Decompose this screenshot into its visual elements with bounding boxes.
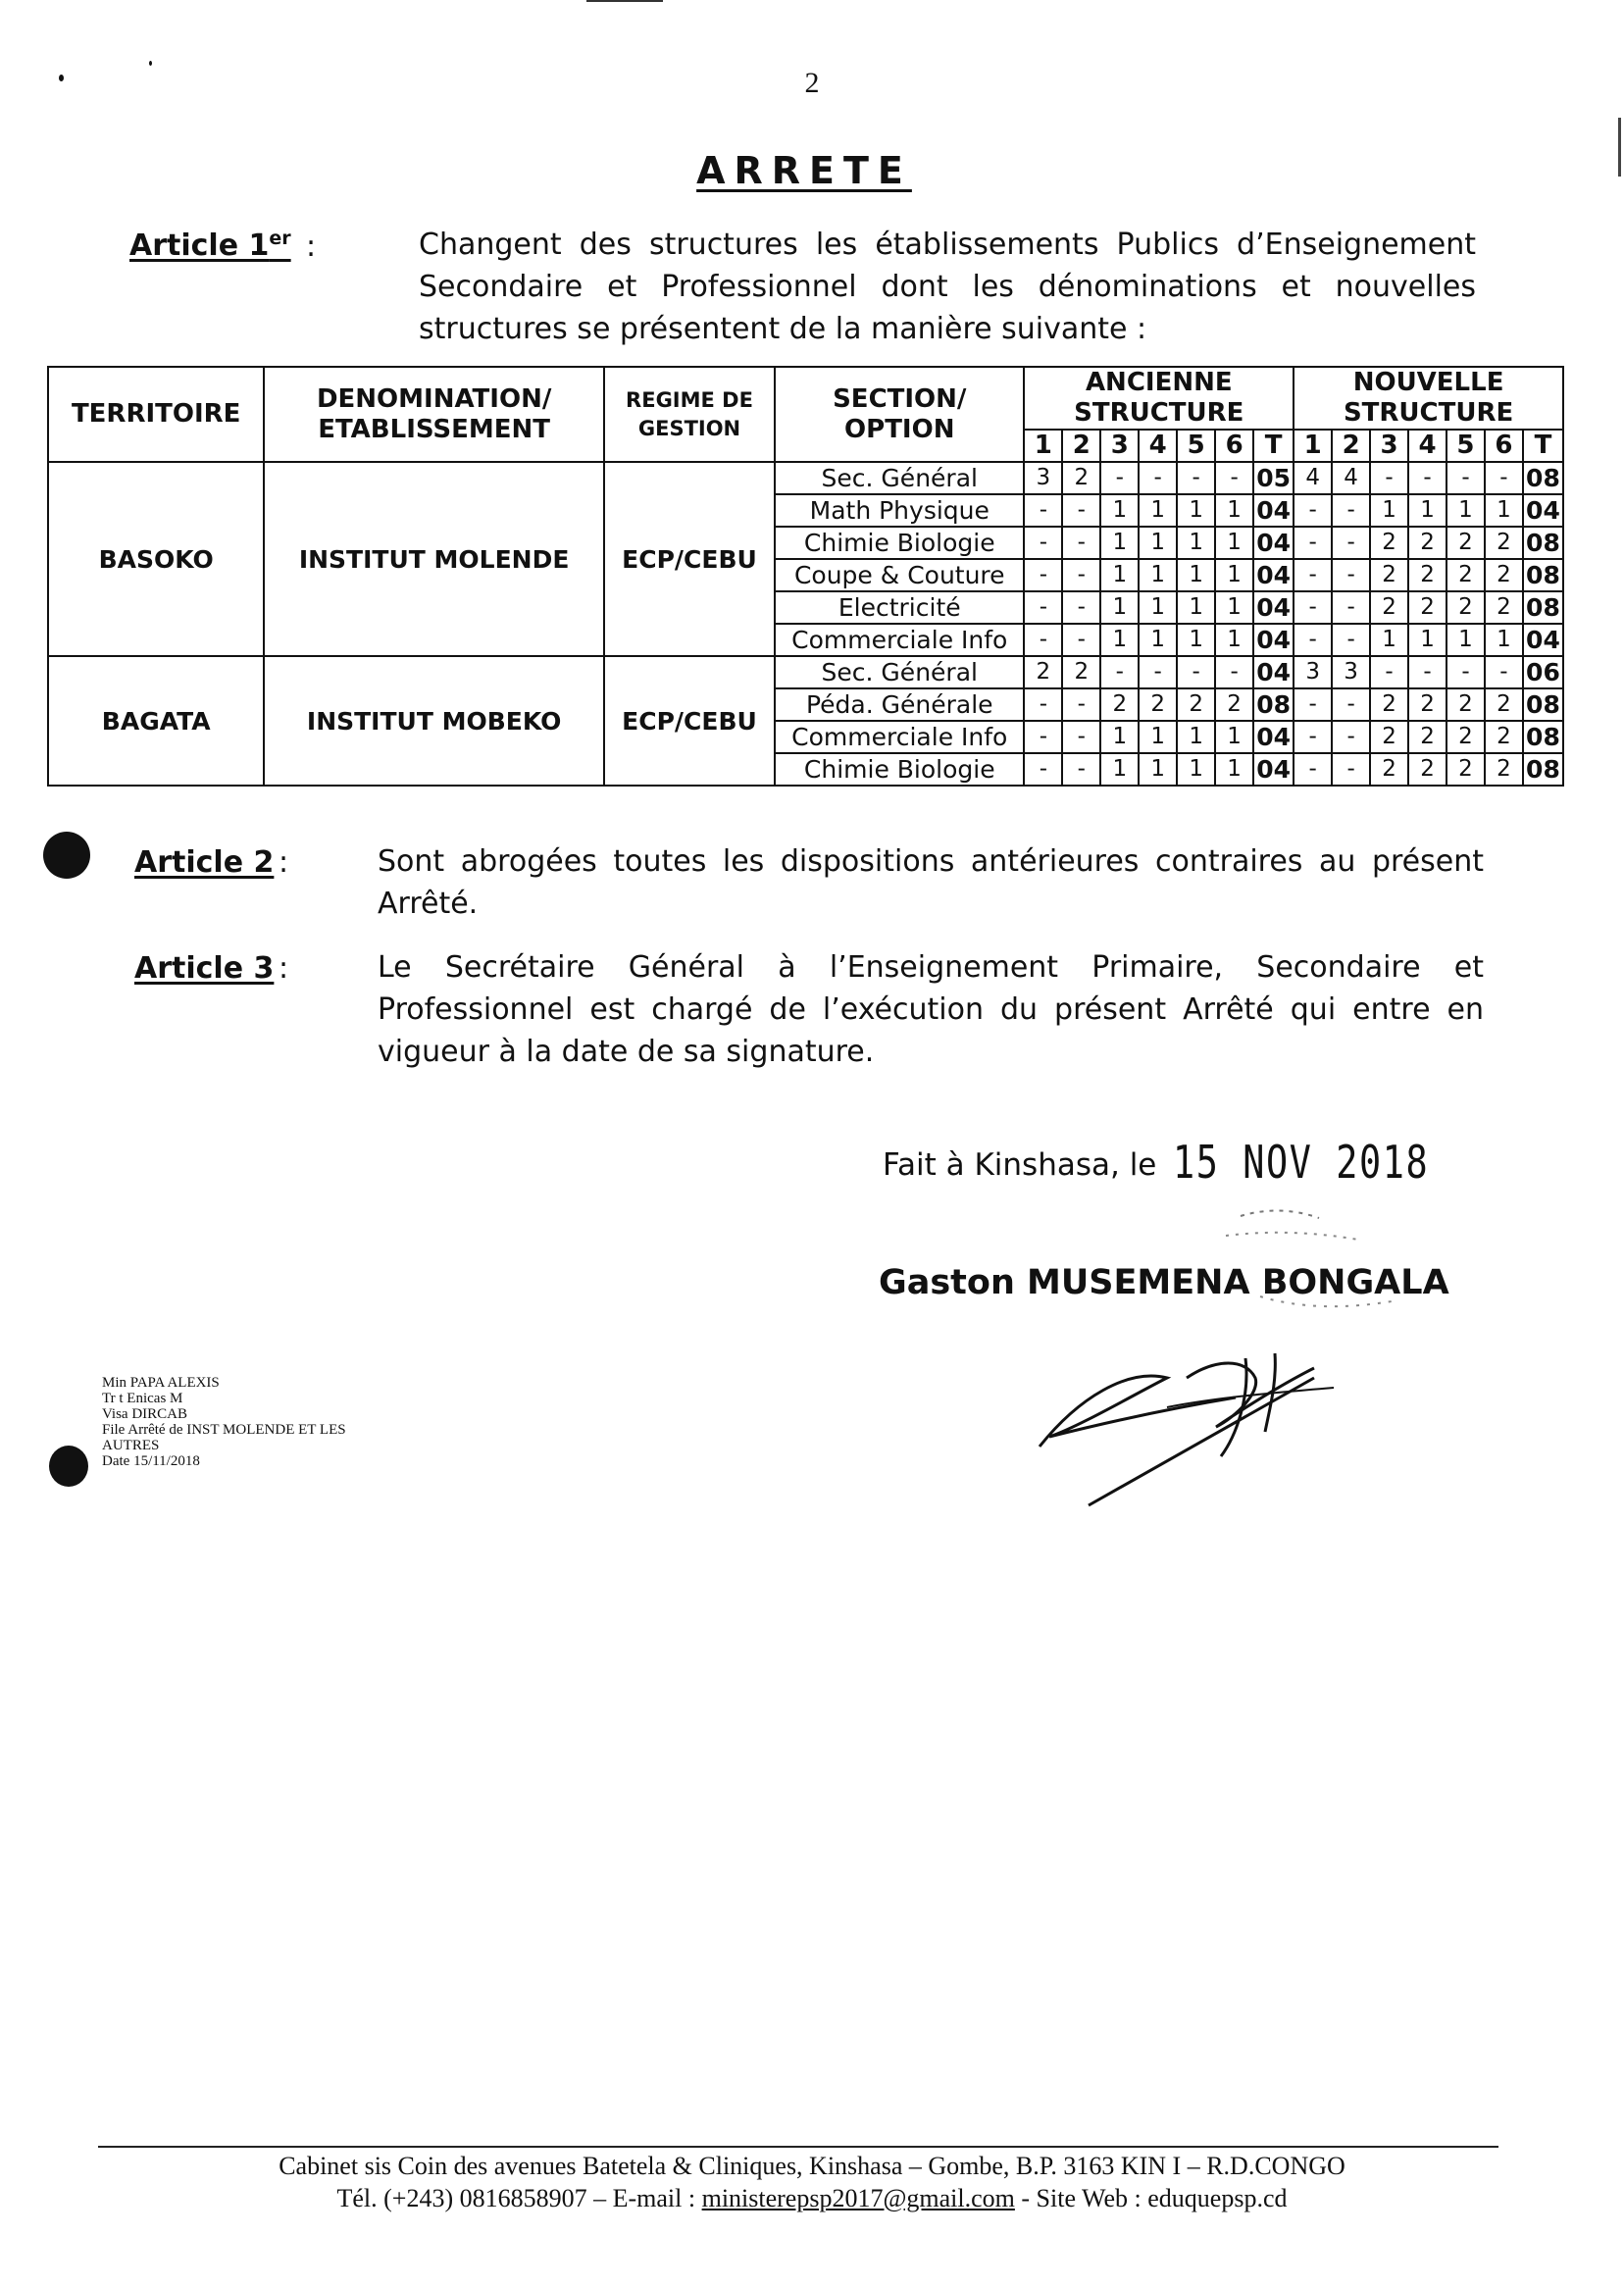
header-nouvelle-line1: NOUVELLE — [1294, 367, 1563, 398]
traceability-block — [102, 1375, 346, 1469]
nouvelle-value-cell: - — [1294, 753, 1332, 786]
date-stamp: 15 NOV 2018 — [1173, 1136, 1430, 1189]
header-ancienne-col: 1 — [1024, 430, 1062, 462]
ancienne-value-cell: 1 — [1139, 753, 1177, 786]
nouvelle-value-cell: - — [1485, 462, 1523, 494]
article-1-text: Changent des structures les établissements Publics d’Enseignement Secondaire et Professionnel dont les dénominations et nouvelles structures se présentent de la manière suivante : — [419, 228, 1476, 346]
trace-line: AUTRES — [102, 1438, 160, 1453]
header-nouvelle-col: T — [1523, 430, 1563, 462]
nouvelle-value-cell: 2 — [1408, 688, 1446, 721]
nouvelle-value-cell: - — [1332, 624, 1370, 656]
nouvelle-value-cell: 4 — [1332, 462, 1370, 494]
ancienne-value-cell: - — [1062, 721, 1100, 753]
article-1-label-text: Article 1 — [129, 229, 270, 263]
ancienne-value-cell: 1 — [1215, 721, 1253, 753]
nouvelle-value-cell: 2 — [1408, 753, 1446, 786]
article-3-text: Le Secrétaire Général à l’Enseignement Primaire, Secondaire et Professionnel est chargé de l’exécution du présent Arrêté qui entre en vigueur à la date de sa signature. — [378, 950, 1484, 1069]
nouvelle-value-cell: 2 — [1485, 527, 1523, 559]
nouvelle-value-cell: 2 — [1370, 527, 1408, 559]
table-body — [48, 462, 1563, 786]
nouvelle-value-cell: - — [1485, 656, 1523, 688]
option-cell: Commerciale Info — [775, 721, 1024, 753]
nouvelle-value-cell: 2 — [1370, 591, 1408, 624]
ancienne-value-cell: 1 — [1215, 753, 1253, 786]
ancienne-value-cell: 1 — [1215, 527, 1253, 559]
header-section — [775, 367, 1024, 462]
option-cell: Chimie Biologie — [775, 753, 1024, 786]
nouvelle-value-cell: - — [1370, 656, 1408, 688]
option-cell: Sec. Général — [775, 656, 1024, 688]
ancienne-value-cell: 2 — [1062, 462, 1100, 494]
ancienne-value-cell: 2 — [1139, 688, 1177, 721]
nouvelle-total-cell: 04 — [1523, 494, 1563, 527]
nouvelle-value-cell: 1 — [1408, 494, 1446, 527]
ancienne-value-cell: 1 — [1100, 494, 1139, 527]
ancienne-value-cell: 1 — [1215, 559, 1253, 591]
ancienne-value-cell: 1 — [1177, 527, 1215, 559]
header-regime — [604, 367, 775, 462]
header-denomination-line2: ETABLISSEMENT — [318, 414, 551, 444]
nouvelle-value-cell: 2 — [1485, 559, 1523, 591]
nouvelle-value-cell: 2 — [1408, 527, 1446, 559]
territoire-cell: BAGATA — [48, 656, 264, 786]
ancienne-value-cell: 1 — [1139, 624, 1177, 656]
nouvelle-value-cell: 1 — [1408, 624, 1446, 656]
table-row — [48, 462, 1563, 494]
header-regime-line1: REGIME DE — [626, 387, 753, 412]
header-nouvelle-line2: STRUCTURE — [1294, 398, 1563, 430]
trace-line: File Arrêté de INST MOLENDE ET LES — [102, 1422, 346, 1438]
ancienne-value-cell: - — [1177, 656, 1215, 688]
option-cell: Commerciale Info — [775, 624, 1024, 656]
nouvelle-value-cell: 2 — [1446, 753, 1485, 786]
ancienne-value-cell: 2 — [1024, 656, 1062, 688]
nouvelle-value-cell: 1 — [1485, 624, 1523, 656]
nouvelle-value-cell: 3 — [1294, 656, 1332, 688]
nouvelle-total-cell: 08 — [1523, 559, 1563, 591]
handwritten-signature — [1020, 1339, 1353, 1515]
nouvelle-value-cell: - — [1446, 656, 1485, 688]
header-regime-line2: GESTION — [637, 416, 741, 440]
footer-contact — [0, 2184, 1624, 2213]
header-territoire: TERRITOIRE — [48, 367, 264, 462]
footer-rule — [98, 2146, 1498, 2148]
ancienne-value-cell: 1 — [1139, 591, 1177, 624]
article-3-label: Article 3 — [134, 951, 275, 986]
nouvelle-value-cell: - — [1332, 721, 1370, 753]
nouvelle-value-cell: 1 — [1446, 494, 1485, 527]
nouvelle-value-cell: - — [1408, 656, 1446, 688]
ancienne-value-cell: 1 — [1100, 527, 1139, 559]
table-row — [48, 656, 1563, 688]
nouvelle-total-cell: 08 — [1523, 462, 1563, 494]
article-2-colon: : — [279, 845, 289, 880]
ancienne-value-cell: 3 — [1024, 462, 1062, 494]
ancienne-value-cell: - — [1062, 559, 1100, 591]
ancienne-total-cell: 08 — [1253, 688, 1294, 721]
nouvelle-value-cell: - — [1370, 462, 1408, 494]
trace-line: Date 15/11/2018 — [102, 1453, 200, 1469]
nouvelle-value-cell: - — [1294, 624, 1332, 656]
nouvelle-value-cell: 2 — [1485, 688, 1523, 721]
nouvelle-value-cell: 2 — [1370, 688, 1408, 721]
nouvelle-total-cell: 06 — [1523, 656, 1563, 688]
nouvelle-value-cell: 2 — [1370, 721, 1408, 753]
regime-cell: ECP/CEBU — [604, 656, 775, 786]
table-header — [48, 367, 1563, 462]
nouvelle-value-cell: - — [1408, 462, 1446, 494]
etablissement-cell: INSTITUT MOBEKO — [264, 656, 603, 786]
nouvelle-value-cell: 2 — [1370, 753, 1408, 786]
option-cell: Coupe & Couture — [775, 559, 1024, 591]
ancienne-value-cell: 1 — [1177, 494, 1215, 527]
nouvelle-value-cell: - — [1294, 559, 1332, 591]
regime-cell: ECP/CEBU — [604, 462, 775, 656]
nouvelle-value-cell: 2 — [1408, 591, 1446, 624]
nouvelle-value-cell: 2 — [1446, 527, 1485, 559]
ancienne-total-cell: 04 — [1253, 656, 1294, 688]
scan-speck — [149, 61, 152, 66]
trace-line: Tr t Enicas M — [102, 1391, 183, 1406]
header-ancienne-line2: STRUCTURE — [1024, 398, 1294, 430]
nouvelle-value-cell: 2 — [1408, 559, 1446, 591]
nouvelle-total-cell: 08 — [1523, 527, 1563, 559]
header-section-line1: SECTION/ — [833, 383, 967, 414]
option-cell: Electricité — [775, 591, 1024, 624]
ancienne-value-cell: 1 — [1139, 559, 1177, 591]
nouvelle-value-cell: - — [1332, 494, 1370, 527]
ancienne-value-cell: 1 — [1177, 753, 1215, 786]
trace-line: Visa DIRCAB — [102, 1406, 188, 1422]
header-denomination — [264, 367, 603, 462]
header-nouvelle-col: 5 — [1446, 430, 1485, 462]
nouvelle-value-cell: 2 — [1446, 559, 1485, 591]
ancienne-value-cell: 1 — [1177, 591, 1215, 624]
ancienne-value-cell: - — [1024, 688, 1062, 721]
header-nouvelle-col: 4 — [1408, 430, 1446, 462]
signer-name: Gaston MUSEMENA BONGALA — [879, 1263, 1449, 1302]
article-1-label — [129, 228, 291, 263]
ancienne-value-cell: 2 — [1215, 688, 1253, 721]
ancienne-value-cell: 1 — [1215, 624, 1253, 656]
nouvelle-total-cell: 04 — [1523, 624, 1563, 656]
ancienne-value-cell: - — [1024, 591, 1062, 624]
nouvelle-value-cell: - — [1294, 688, 1332, 721]
ancienne-value-cell: - — [1139, 656, 1177, 688]
article-1-colon: : — [306, 229, 317, 264]
ancienne-value-cell: 1 — [1215, 591, 1253, 624]
footer-email-link[interactable]: ministerepsp2017@gmail.com — [701, 2184, 1015, 2212]
ancienne-value-cell: 1 — [1100, 624, 1139, 656]
header-denomination-line1: DENOMINATION/ — [316, 383, 552, 414]
footer-address: Cabinet sis Coin des avenues Batetela & Cliniques, Kinshasa – Gombe, B.P. 3163 KIN I – R.D.CONGO — [279, 2152, 1345, 2180]
top-scan-rule — [586, 0, 663, 2]
nouvelle-value-cell: 2 — [1485, 721, 1523, 753]
nouvelle-value-cell: 2 — [1485, 591, 1523, 624]
ancienne-total-cell: 04 — [1253, 494, 1294, 527]
nouvelle-value-cell: - — [1332, 591, 1370, 624]
article-1-label-sup: er — [269, 228, 291, 249]
header-ancienne-col: 3 — [1100, 430, 1139, 462]
ancienne-value-cell: - — [1215, 656, 1253, 688]
territoire-cell: BASOKO — [48, 462, 264, 656]
ancienne-value-cell: 1 — [1215, 494, 1253, 527]
nouvelle-value-cell: - — [1332, 559, 1370, 591]
ancienne-value-cell: 2 — [1177, 688, 1215, 721]
structure-table — [47, 366, 1564, 787]
nouvelle-value-cell: - — [1332, 527, 1370, 559]
header-ancienne-col: 2 — [1062, 430, 1100, 462]
option-cell: Math Physique — [775, 494, 1024, 527]
ancienne-value-cell: - — [1024, 721, 1062, 753]
header-ancienne-col: 4 — [1139, 430, 1177, 462]
article-2-label: Article 2 — [134, 845, 275, 880]
ancienne-value-cell: - — [1024, 559, 1062, 591]
ancienne-value-cell: 1 — [1177, 559, 1215, 591]
header-section-line2: OPTION — [844, 414, 955, 444]
nouvelle-value-cell: 1 — [1370, 494, 1408, 527]
ancienne-total-cell: 04 — [1253, 721, 1294, 753]
nouvelle-value-cell: - — [1294, 591, 1332, 624]
option-cell: Chimie Biologie — [775, 527, 1024, 559]
ancienne-value-cell: - — [1139, 462, 1177, 494]
trace-line: Min PAPA ALEXIS — [102, 1375, 220, 1391]
nouvelle-value-cell: - — [1446, 462, 1485, 494]
nouvelle-value-cell: - — [1332, 688, 1370, 721]
ancienne-value-cell: 1 — [1177, 721, 1215, 753]
article-2-text: Sont abrogées toutes les dispositions antérieures contraires au présent Arrêté. — [378, 844, 1484, 921]
ancienne-value-cell: - — [1215, 462, 1253, 494]
ancienne-value-cell: 2 — [1062, 656, 1100, 688]
footer-phone: Tél. (+243) 0816858907 – E-mail : — [336, 2184, 702, 2212]
nouvelle-value-cell: 1 — [1370, 624, 1408, 656]
header-ancienne-col: 6 — [1215, 430, 1253, 462]
option-cell: Sec. Général — [775, 462, 1024, 494]
nouvelle-value-cell: 1 — [1446, 624, 1485, 656]
ancienne-value-cell: 1 — [1100, 559, 1139, 591]
header-ancienne-col: 5 — [1177, 430, 1215, 462]
nouvelle-value-cell: 1 — [1485, 494, 1523, 527]
header-nouvelle-col: 6 — [1485, 430, 1523, 462]
ancienne-total-cell: 04 — [1253, 527, 1294, 559]
ancienne-value-cell: - — [1024, 624, 1062, 656]
ancienne-value-cell: - — [1100, 462, 1139, 494]
ancienne-value-cell: 1 — [1139, 527, 1177, 559]
ancienne-value-cell: - — [1062, 494, 1100, 527]
article-3-colon: : — [279, 951, 289, 986]
nouvelle-value-cell: 2 — [1446, 591, 1485, 624]
nouvelle-value-cell: 4 — [1294, 462, 1332, 494]
ancienne-value-cell: - — [1062, 688, 1100, 721]
nouvelle-total-cell: 08 — [1523, 721, 1563, 753]
ancienne-value-cell: - — [1062, 624, 1100, 656]
nouvelle-value-cell: - — [1332, 753, 1370, 786]
ancienne-value-cell: 1 — [1177, 624, 1215, 656]
ancienne-value-cell: - — [1100, 656, 1139, 688]
punch-hole — [43, 832, 90, 879]
nouvelle-total-cell: 08 — [1523, 591, 1563, 624]
nouvelle-value-cell: - — [1294, 721, 1332, 753]
ancienne-value-cell: 2 — [1100, 688, 1139, 721]
ancienne-value-cell: - — [1024, 494, 1062, 527]
ancienne-total-cell: 05 — [1253, 462, 1294, 494]
ancienne-value-cell: 1 — [1100, 591, 1139, 624]
header-nouvelle-col: 3 — [1370, 430, 1408, 462]
ancienne-value-cell: - — [1024, 753, 1062, 786]
ancienne-total-cell: 04 — [1253, 624, 1294, 656]
nouvelle-value-cell: 2 — [1408, 721, 1446, 753]
nouvelle-value-cell: - — [1294, 494, 1332, 527]
place-line: Fait à Kinshasa, le — [883, 1147, 1157, 1183]
ancienne-total-cell: 04 — [1253, 753, 1294, 786]
document-title: ARRETE — [696, 149, 912, 192]
ancienne-value-cell: - — [1177, 462, 1215, 494]
header-ancienne-col: T — [1253, 430, 1294, 462]
page-number: 2 — [804, 67, 820, 99]
nouvelle-total-cell: 08 — [1523, 753, 1563, 786]
footer-website: - Site Web : eduquepsp.cd — [1014, 2184, 1288, 2212]
nouvelle-total-cell: 08 — [1523, 688, 1563, 721]
ancienne-value-cell: - — [1062, 527, 1100, 559]
right-edge-mark — [1618, 118, 1621, 177]
ancienne-value-cell: - — [1062, 591, 1100, 624]
ancienne-value-cell: 1 — [1139, 721, 1177, 753]
ancienne-value-cell: 1 — [1100, 721, 1139, 753]
punch-hole — [49, 1446, 88, 1487]
ancienne-total-cell: 04 — [1253, 591, 1294, 624]
nouvelle-value-cell: 2 — [1485, 753, 1523, 786]
header-nouvelle-col: 1 — [1294, 430, 1332, 462]
header-ancienne-line1: ANCIENNE — [1024, 367, 1294, 398]
ancienne-value-cell: - — [1062, 753, 1100, 786]
etablissement-cell: INSTITUT MOLENDE — [264, 462, 603, 656]
nouvelle-value-cell: - — [1294, 527, 1332, 559]
header-nouvelle-col: 2 — [1332, 430, 1370, 462]
option-cell: Péda. Générale — [775, 688, 1024, 721]
nouvelle-value-cell: 2 — [1446, 688, 1485, 721]
ancienne-total-cell: 04 — [1253, 559, 1294, 591]
ancienne-value-cell: 1 — [1139, 494, 1177, 527]
ancienne-value-cell: 1 — [1100, 753, 1139, 786]
nouvelle-value-cell: 3 — [1332, 656, 1370, 688]
ancienne-value-cell: - — [1024, 527, 1062, 559]
nouvelle-value-cell: 2 — [1446, 721, 1485, 753]
stamp-dashes — [1221, 1206, 1417, 1324]
nouvelle-value-cell: 2 — [1370, 559, 1408, 591]
